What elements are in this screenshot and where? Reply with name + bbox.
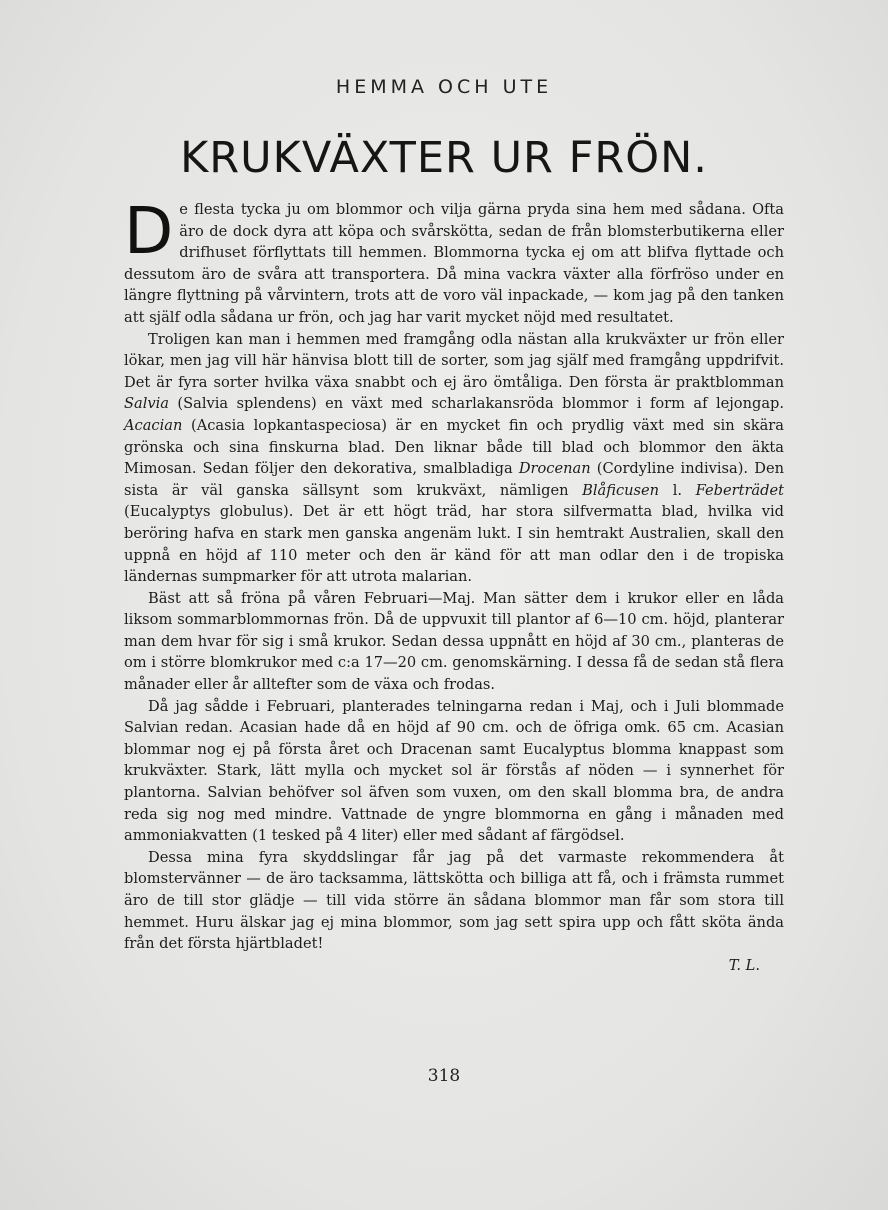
plant-name-blaficusen: Blåficusen bbox=[582, 481, 660, 499]
article-body bbox=[124, 195, 784, 976]
plant-name-salvia: Salvia bbox=[124, 395, 169, 413]
plant-name-acacian: Acacian bbox=[124, 416, 183, 434]
paragraph-2: Troligen kan man i hemmen med framgång odla nästan alla krukväxter ur frön eller lökar, men jag vill här hänvisa blott till de sorter, som jag själf med framgång uppdrifvit. Det är fyra sorter hvilka växa snabbt och ej äro ömtåliga. Den första är praktblomman Salvia (Salvia splendens) en växt med scharlakansröda blommor i form af lejongap. Acacian (Acasia lopkantaspeciosa) är en mycket fin och prydlig växt med sin skära grönska och sina finskurna blad. Den liknar både till blad och blommor den äkta Mimosan. Sedan följer den dekorativa, smalbladiga Drocenan (Cordyline indivisa). Den sista är väl ganska sällsynt som krukväxt, nämligen Blåficusen l. Feberträdet (Eucalyptys globulus). Det är ett högt träd, har stora silfvermatta blad, hvilka vid beröring hafva en stark men ganska angenäm lukt. I sin hemtrakt Australien, skall den uppnå en höjd af 110 meter och den är känd för att man odlar den i de tropiska ländernas sumpmarker för att utrota malarian. bbox=[124, 330, 784, 586]
running-header: HEMMA OCH UTE bbox=[335, 76, 553, 98]
drop-cap: D bbox=[124, 195, 174, 269]
paragraph-1 bbox=[124, 195, 784, 329]
paragraph-5: Dessa mina fyra skyddslingar får jag på det varmaste rekommendera åt blomstervänner — de äro tacksamma, lättskötta och billiga att få, och i främsta rummet äro de till stor glädje — till vida större än sådana blommor man får som stora till hemmet. Huru älskar jag ej mina blommor, som jag sett spira upp och fått sköta ända från det första hjärtbladet! bbox=[124, 848, 784, 953]
paragraph-3: Bäst att så fröna på våren Februari—Maj. Man sätter dem i krukor eller en låda liksom sommarblommornas frön. Då de uppvuxit till plantor af 6—10 cm. höjd, planterar man dem hvar för sig i små krukor. Sedan dessa uppnått en höjd af 30 cm., planteras de om i större blomkrukor med c:a 17—20 cm. genomskärning. I dessa få de sedan stå flera månader eller år alltefter som de växa och frodas. bbox=[124, 589, 784, 694]
author-signature: T. L. bbox=[728, 956, 760, 974]
paragraph-1-text: e flesta tycka ju om blommor och vilja gärna pryda sina hem med sådana. Ofta äro de dock dyra att köpa och svårskötta, sedan de från blomsterbutikerna eller drifhuset förflyttats till hemmen. Blommorna tycka ej om att blifva flyttade och dessutom äro de svåra att transportera. Då mina vackra växter alla förfröso under en längre flyttning på vårvintern, trots att de voro väl inpackade, — kom jag på den tanken att själf odla sådana ur frön, och jag har varit mycket nöjd med resultatet. bbox=[124, 201, 784, 326]
page-number: 318 bbox=[427, 1066, 461, 1086]
plant-name-drocenan: Drocenan bbox=[518, 460, 591, 478]
article-title: KRUKVÄXTER UR FRÖN. bbox=[180, 133, 708, 183]
paragraph-4: Då jag sådde i Februari, planterades telningarna redan i Maj, och i Juli blommade Salvian redan. Acasian hade då en höjd af 90 cm. och de öfriga omk. 65 cm. Acasian blommar nog ej på första året och Dracenan samt Eucalyptus blomma knappast som krukväxter. Stark, lätt mylla och mycket sol är förstås af nöden — i synnerhet för plantorna. Salvian behöfver sol äfven som vuxen, om den skall blomma bra, de andra reda sig nog med mindre. Vattnade de yngre blommorna en gång i månaden med ammoniakvatten (1 tesked på 4 liter) eller med sådant af färgödsel. bbox=[124, 697, 784, 845]
plant-name-febertradet: Feberträdet bbox=[695, 481, 784, 499]
